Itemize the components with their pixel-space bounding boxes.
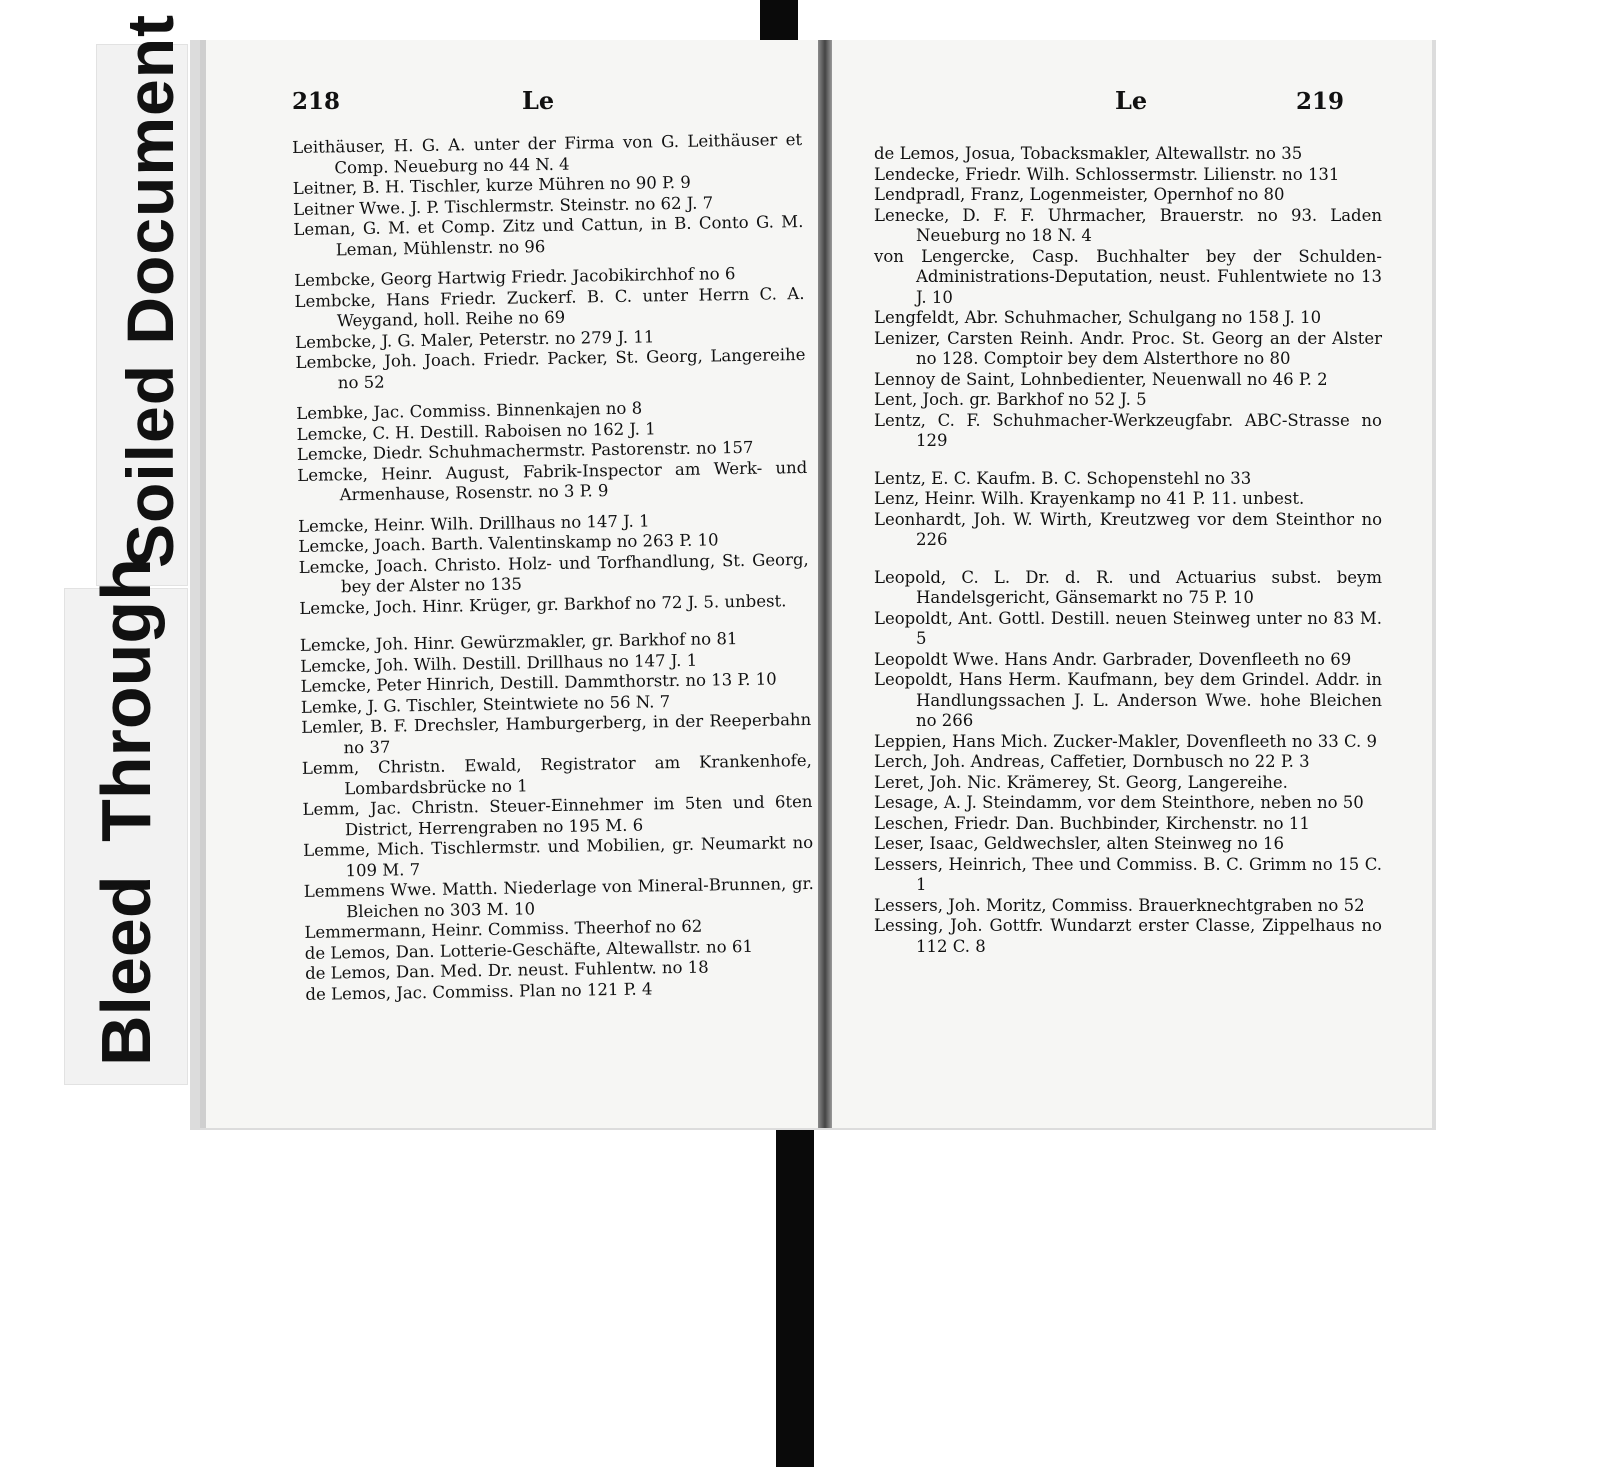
- film-strip-bottom: [776, 1112, 814, 1467]
- soiled-document-label: Soiled Document: [113, 13, 187, 568]
- right-page: [832, 40, 1432, 1128]
- directory-entry: Lemcke, Joh. Hinr. Gewürzmakler, gr. Barkhof no 81: [299, 629, 738, 655]
- directory-entry: de Lemos, Dan. Med. Dr. neust. Fuhlentw. no 18: [304, 957, 709, 983]
- directory-entry: Leitner Wwe. J. P. Tischlermstr. Steinstr. no 62 J. 7: [292, 192, 714, 219]
- directory-entry: Lemmens Wwe. Matth. Niederlage von Mineral-Brunnen, gr. Bleichen no 303 M. 10: [303, 873, 814, 921]
- directory-entry: Lennoy de Saint, Lohnbedienter, Neuenwall no 46 P. 2: [874, 369, 1328, 389]
- directory-entry: Leman, G. M. et Comp. Zitz und Cattun, in B. Conto G. M. Leman, Mühlenstr. no 96: [293, 211, 804, 259]
- left-page: [200, 40, 824, 1128]
- directory-entry: Lerch, Joh. Andreas, Caffetier, Dornbusch no 22 P. 3: [874, 752, 1310, 771]
- directory-entry: Lemcke, Joh. Wilh. Destill. Drillhaus no 147 J. 1: [300, 650, 698, 676]
- directory-entry: Lendpradl, Franz, Logenmeister, Opernhof no 80: [874, 185, 1285, 204]
- directory-entry: Lentz, E. C. Kaufm. B. C. Schopenstehl no 33: [874, 468, 1252, 488]
- directory-entry: Leschen, Friedr. Dan. Buchbinder, Kirchenstr. no 11: [874, 813, 1310, 833]
- directory-entry: Lemler, B. F. Drechsler, Hamburgerberg, in der Reeperbahn no 37: [301, 709, 812, 757]
- directory-entry: Lessing, Joh. Gottfr. Wundarzt erster Classe, Zippelhaus no 112 C. 8: [874, 916, 1382, 956]
- directory-entry: Lemm, Jac. Christn. Steuer-Einnehmer im 5ten und 6ten District, Herrengraben no 195 M. 6: [302, 791, 813, 839]
- directory-entry: Lembcke, Hans Friedr. Zuckerf. B. C. unter Herrn C. A. Weygand, holl. Reihe no 69: [294, 283, 805, 331]
- book-gutter: [818, 40, 832, 1128]
- directory-entry: Lembcke, J. G. Maler, Peterstr. no 279 J. 11: [295, 326, 655, 352]
- directory-entry: Lenizer, Carsten Reinh. Andr. Proc. St. Georg an der Alster no 128. Comptoir bey dem Alsterthore no 80: [874, 328, 1382, 368]
- bleed-through-label: Bleed Through: [87, 558, 165, 1066]
- directory-entry: Lent, Joch. gr. Barkhof no 52 J. 5: [874, 390, 1147, 409]
- directory-entry: Leopold, C. L. Dr. d. R. und Actuarius subst. beym Handelsgericht, Gänsemarkt no 75 P. 10: [874, 567, 1382, 607]
- directory-entry: Lemcke, Joach. Barth. Valentinskamp no 263 P. 10: [298, 530, 719, 556]
- directory-entry: Lembcke, Georg Hartwig Friedr. Jacobikirchhof no 6: [294, 264, 736, 290]
- directory-entry: Lessers, Heinrich, Thee und Commiss. B. C. Grimm no 15 C. 1: [874, 854, 1382, 894]
- directory-entry: Lesage, A. J. Steindamm, vor dem Steinthore, neben no 50: [874, 793, 1364, 812]
- directory-entry: Lemcke, Joach. Christo. Holz- und Torfhandlung, St. Georg, bey der Alster no 135: [298, 549, 809, 597]
- directory-entry: Lengfeldt, Abr. Schuhmacher, Schulgang no 158 J. 10: [874, 308, 1322, 327]
- directory-entry: Leonhardt, Joh. W. Wirth, Kreutzweg vor dem Steinthor no 226: [874, 509, 1382, 549]
- directory-entry: Lemm, Christn. Ewald, Registrator am Krankenhofe, Lombardsbrücke no 1: [301, 750, 812, 798]
- directory-entry: Lemmermann, Heinr. Commiss. Theerhof no 62: [304, 916, 703, 942]
- directory-entry: Leopoldt, Ant. Gottl. Destill. neuen Steinweg unter no 83 M. 5: [874, 608, 1382, 648]
- directory-entry: de Lemos, Jac. Commiss. Plan no 121 P. 4: [305, 978, 653, 1004]
- directory-entry: Lemcke, C. H. Destill. Raboisen no 162 J. 1: [296, 418, 656, 444]
- page-number-left: 218: [292, 88, 341, 115]
- directory-entry: Lendecke, Friedr. Wilh. Schlossermstr. Lilienstr. no 131: [874, 164, 1340, 184]
- directory-entries-right: [874, 144, 1382, 957]
- running-head-right: Le: [1115, 86, 1148, 115]
- directory-entry: de Lemos, Dan. Lotterie-Geschäfte, Altewallstr. no 61: [304, 936, 754, 963]
- running-head-left: Le: [522, 86, 555, 115]
- page-number-right: 219: [1295, 88, 1344, 115]
- directory-entry: Leithäuser, H. G. A. unter der Firma von G. Leithäuser et Comp. Neueburg no 44 N. 4: [292, 129, 803, 177]
- directory-entry: Lenecke, D. F. F. Uhrmacher, Brauerstr. no 93. Laden Neueburg no 18 N. 4: [874, 205, 1382, 245]
- directory-entry: Lenz, Heinr. Wilh. Krayenkamp no 41 P. 11. unbest.: [874, 489, 1305, 508]
- directory-entry: Lemke, J. G. Tischler, Steintwiete no 56 N. 7: [300, 691, 671, 717]
- directory-entry: Leser, Isaac, Geldwechsler, alten Steinweg no 16: [874, 834, 1285, 853]
- directory-entry: Lemcke, Heinr. August, Fabrik-Inspector am Werk- und Armenhause, Rosenstr. no 3 P. 9: [297, 457, 808, 505]
- directory-entry: Lemcke, Heinr. Wilh. Drillhaus no 147 J. 1: [297, 510, 650, 536]
- directory-entry: Lemcke, Joch. Hinr. Krüger, gr. Barkhof no 72 J. 5. unbest.: [299, 590, 787, 618]
- directory-entry: von Lengercke, Casp. Buchhalter bey der Schulden-Administrations-Deputation, neust. Fuhlentwiete no 13 J. 10: [874, 246, 1382, 307]
- directory-entry: Leret, Joh. Nic. Krämerey, St. Georg, Langereihe.: [874, 772, 1288, 792]
- directory-entry: Leppien, Hans Mich. Zucker-Makler, Dovenfleeth no 33 C. 9: [874, 731, 1377, 751]
- directory-entries-left: [292, 130, 816, 1005]
- directory-entry: Lemme, Mich. Tischlermstr. und Mobilien, gr. Neumarkt no 109 M. 7: [303, 832, 814, 880]
- directory-entry: de Lemos, Josua, Tobacksmakler, Altewallstr. no 35: [874, 144, 1303, 163]
- directory-entry: Lessers, Joh. Moritz, Commiss. Brauerknechtgraben no 52: [874, 895, 1365, 915]
- directory-entry: Lemcke, Diedr. Schuhmachermstr. Pastorenstr. no 157: [296, 437, 754, 464]
- directory-entry: Leopoldt, Hans Herm. Kaufmann, bey dem Grindel. Addr. in Handlungssachen J. L. Anderson Wwe. hohe Bleichen no 266: [874, 670, 1382, 730]
- directory-entry: Lemcke, Peter Hinrich, Destill. Dammthorstr. no 13 P. 10: [300, 669, 777, 696]
- directory-entry: Leopoldt Wwe. Hans Andr. Garbrader, Dovenfleeth no 69: [874, 649, 1352, 669]
- directory-entry: Lembcke, Joh. Joach. Friedr. Packer, St. Georg, Langereihe no 52: [295, 344, 806, 392]
- directory-entry: Lentz, C. F. Schuhmacher-Werkzeugfabr. ABC-Strasse no 129: [874, 410, 1382, 450]
- directory-entry: Lembke, Jac. Commiss. Binnenkajen no 8: [296, 398, 643, 423]
- directory-entry: Leitner, B. H. Tischler, kurze Mühren no 90 P. 9: [292, 172, 691, 198]
